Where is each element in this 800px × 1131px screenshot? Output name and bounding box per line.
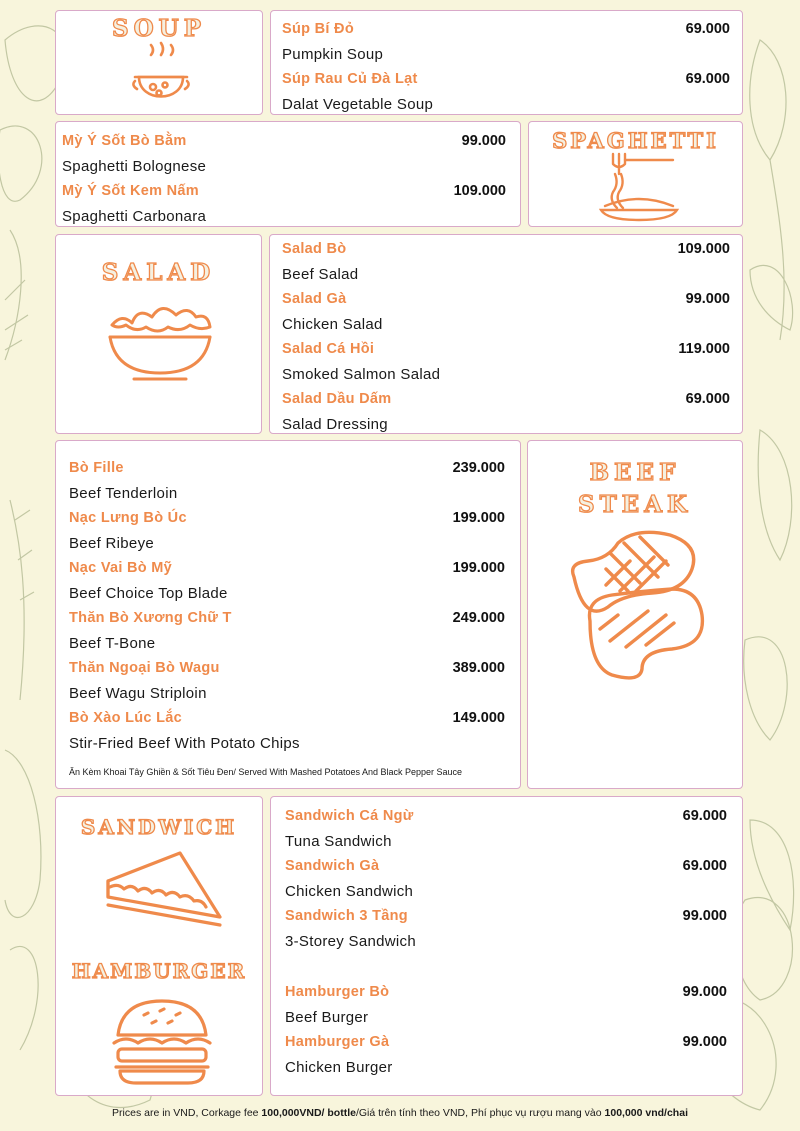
footer-text-2: /Giá trên tính theo VND, Phí phục vụ rượu mang vào xyxy=(355,1107,605,1119)
item-name-en: Chicken Salad xyxy=(282,316,383,333)
footer-text-1: Prices are in VND, Corkage fee xyxy=(112,1107,262,1119)
menu-item xyxy=(56,610,520,635)
spaghetti-items-card xyxy=(55,121,521,227)
item-price: 119.000 xyxy=(678,341,730,357)
item-name-vn: Nạc Vai Bò Mỹ xyxy=(69,560,173,576)
item-name-vn: Bò Fille xyxy=(69,460,124,476)
footer-corkage-fee: 100,000VND/ bottle xyxy=(261,1107,356,1119)
item-name-en: Beef Ribeye xyxy=(69,535,155,552)
item-price: 199.000 xyxy=(452,560,505,576)
beef-title-line1: BEEF xyxy=(589,459,681,486)
item-name-vn: Mỳ Ý Sốt Bò Bằm xyxy=(62,133,187,149)
item-name-vn: Sandwich Gà xyxy=(285,858,380,874)
menu-item xyxy=(56,133,520,158)
item-price: 69.000 xyxy=(685,71,730,87)
item-price: 69.000 xyxy=(682,858,727,874)
hamburger-title: HAMBURGER xyxy=(71,959,247,983)
menu-item xyxy=(56,510,520,535)
item-name-vn: Nạc Lưng Bò Úc xyxy=(69,510,187,526)
menu-item xyxy=(271,1034,742,1059)
item-name-en: Chicken Burger xyxy=(285,1059,393,1076)
soup-header-card xyxy=(55,10,263,115)
menu-item xyxy=(271,71,742,96)
steak-icon xyxy=(566,529,706,679)
sandwich-hamburger-items-card xyxy=(270,796,743,1096)
spaghetti-plate-icon xyxy=(599,152,679,222)
menu-item xyxy=(271,984,742,1009)
item-price: 149.000 xyxy=(452,710,505,726)
spaghetti-title: SPAGHETTI xyxy=(552,128,719,153)
item-price: 109.000 xyxy=(453,183,506,199)
item-name-vn: Salad Dầu Dấm xyxy=(282,391,392,407)
item-name-en: Smoked Salmon Salad xyxy=(282,366,441,383)
item-price: 109.000 xyxy=(677,241,730,257)
item-name-vn: Sandwich Cá Ngừ xyxy=(285,808,414,824)
salad-header-card xyxy=(55,234,262,434)
item-name-en: Salad Dressing xyxy=(282,416,388,433)
menu-item xyxy=(271,858,742,883)
item-name-vn: Súp Rau Củ Đà Lạt xyxy=(282,71,418,87)
item-price: 99.000 xyxy=(682,908,727,924)
item-price: 69.000 xyxy=(682,808,727,824)
item-name-en: Dalat Vegetable Soup xyxy=(282,96,434,113)
item-price: 99.000 xyxy=(682,984,727,1000)
sandwich-title: SANDWICH xyxy=(80,815,238,839)
item-name-en: Beef Salad xyxy=(282,266,359,283)
item-name-en: Stir-Fried Beef With Potato Chips xyxy=(69,735,300,752)
salad-bowl-icon xyxy=(104,295,216,383)
item-price: 99.000 xyxy=(685,291,730,307)
item-price: 99.000 xyxy=(682,1034,727,1050)
item-name-en: Spaghetti Bolognese xyxy=(62,158,207,175)
salad-items-card xyxy=(269,234,743,434)
menu-item xyxy=(270,291,742,316)
item-name-en: Pumpkin Soup xyxy=(282,46,384,63)
menu-item xyxy=(270,391,742,416)
item-name-en: Beef Burger xyxy=(285,1009,369,1026)
soup-title: SOUP xyxy=(112,15,206,42)
soup-bowl-icon xyxy=(131,41,191,113)
item-name-en: 3-Storey Sandwich xyxy=(285,933,416,950)
item-name-vn: Sandwich 3 Tầng xyxy=(285,908,408,924)
spaghetti-header-card xyxy=(528,121,743,227)
item-name-en: Spaghetti Carbonara xyxy=(62,208,207,225)
beef-items-card xyxy=(55,440,521,789)
item-name-vn: Salad Cá Hồi xyxy=(282,341,375,357)
item-price: 69.000 xyxy=(685,21,730,37)
footer-corkage-fee-vn: 100,000 vnd/chai xyxy=(604,1107,688,1119)
menu-item xyxy=(56,460,520,485)
item-name-vn: Bò Xào Lúc Lắc xyxy=(69,710,182,726)
item-price: 199.000 xyxy=(452,510,505,526)
item-name-en: Tuna Sandwich xyxy=(285,833,392,850)
item-price: 239.000 xyxy=(452,460,505,476)
beef-side-note: Ăn Kèm Khoai Tây Ghiền & Sốt Tiêu Đen/ Served With Mashed Potatoes And Black Pepper Sauce xyxy=(69,767,463,777)
soup-items-card xyxy=(270,10,743,115)
menu-item xyxy=(271,808,742,833)
menu-item xyxy=(56,660,520,685)
item-name-en: Chicken Sandwich xyxy=(285,883,414,900)
item-name-vn: Hamburger Gà xyxy=(285,1034,390,1050)
menu-item xyxy=(270,241,742,266)
item-name-vn: Hamburger Bò xyxy=(285,984,390,1000)
item-name-vn: Mỳ Ý Sốt Kem Nấm xyxy=(62,183,199,199)
item-price: 99.000 xyxy=(461,133,506,149)
beef-header-card xyxy=(527,440,743,789)
item-name-vn: Thăn Ngoại Bò Wagu xyxy=(69,660,220,676)
menu-item xyxy=(271,908,742,933)
sandwich-hamburger-header-card xyxy=(55,796,263,1096)
item-name-vn: Salad Gà xyxy=(282,291,347,307)
footer-note xyxy=(0,1107,800,1119)
item-name-en: Beef Wagu Striploin xyxy=(69,685,207,702)
menu-item xyxy=(56,710,520,735)
item-price: 249.000 xyxy=(452,610,505,626)
item-name-vn: Thăn Bò Xương Chữ T xyxy=(69,610,232,626)
sandwich-icon xyxy=(100,847,230,927)
hamburger-icon xyxy=(110,997,214,1087)
menu-item xyxy=(56,560,520,585)
item-price: 389.000 xyxy=(452,660,505,676)
salad-title: SALAD xyxy=(101,259,216,286)
item-name-en: Beef T-Bone xyxy=(69,635,156,652)
item-price: 69.000 xyxy=(685,391,730,407)
beef-title-line2: STEAK xyxy=(577,491,693,518)
item-name-en: Beef Choice Top Blade xyxy=(69,585,228,602)
menu-item xyxy=(270,341,742,366)
item-name-vn: Súp Bí Đỏ xyxy=(282,21,354,37)
menu-item xyxy=(271,21,742,46)
item-name-en: Beef Tenderloin xyxy=(69,485,178,502)
item-name-vn: Salad Bò xyxy=(282,241,347,257)
menu-item xyxy=(56,183,520,208)
